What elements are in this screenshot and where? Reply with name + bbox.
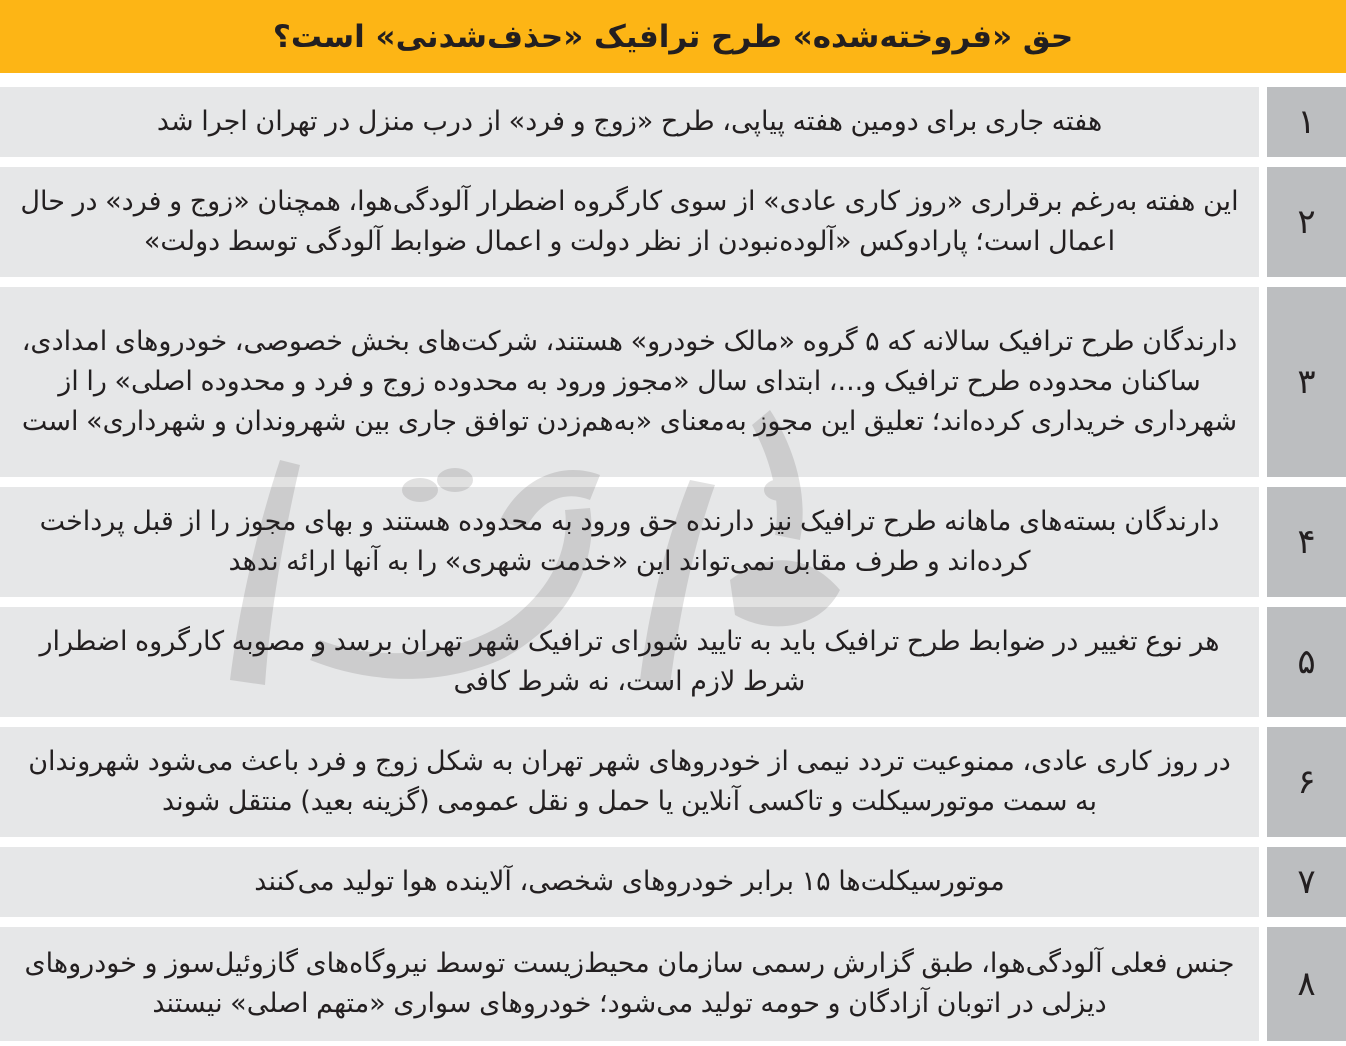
row-text: هر نوع تغییر در ضوابط طرح ترافیک باید به تایید شورای ترافیک شهر تهران برسد و مصوبه کارگروه اضطرار شرط لازم است، نه شرط کافی — [39, 626, 1220, 697]
row-number: ۸ — [1297, 964, 1316, 1004]
row-number-cell — [1267, 487, 1346, 597]
row-number: ۱ — [1297, 102, 1316, 142]
table-row — [0, 287, 1346, 477]
table-row — [0, 727, 1346, 837]
table-row — [0, 487, 1346, 597]
table-row — [0, 927, 1346, 1041]
row-number-cell — [1267, 847, 1346, 917]
row-number-cell — [1267, 927, 1346, 1041]
row-text: هفته جاری برای دومین هفته پیاپی، طرح «زوج و فرد» از درب منزل در تهران اجرا شد — [156, 106, 1103, 137]
table-row — [0, 87, 1346, 157]
row-number: ۴ — [1297, 522, 1316, 562]
facts-table — [0, 87, 1346, 1046]
row-number-cell — [1267, 607, 1346, 717]
row-text-cell — [0, 607, 1259, 717]
row-number: ۶ — [1297, 762, 1316, 802]
table-row — [0, 607, 1346, 717]
row-number: ۷ — [1297, 862, 1316, 902]
row-number: ۳ — [1297, 362, 1316, 402]
table-row — [0, 847, 1346, 917]
row-number: ۵ — [1297, 642, 1316, 682]
table-row — [0, 167, 1346, 277]
row-text: این هفته به‌رغم برقراری «روز کاری عادی» از سوی کارگروه اضطرار آلودگی‌هوا، همچنان «زوج و فرد» در حال اعمال است؛ پارادوکس «آلوده‌نبودن از نظر دولت و اعمال ضوابط آلودگی توسط دولت» — [20, 186, 1239, 257]
row-text-cell — [0, 167, 1259, 277]
row-text: دارندگان بسته‌های ماهانه طرح ترافیک نیز دارنده حق ورود به محدوده هستند و بهای مجوز را از قبل پرداخت کرده‌اند و طرف مقابل نمی‌تواند این «خدمت شهری» را به آنها ارائه ندهد — [39, 506, 1220, 577]
row-text-cell — [0, 287, 1259, 477]
row-number-cell — [1267, 727, 1346, 837]
row-number: ۲ — [1297, 202, 1316, 242]
row-text-cell — [0, 87, 1259, 157]
row-text-cell — [0, 847, 1259, 917]
row-text-cell — [0, 727, 1259, 837]
row-number-cell — [1267, 287, 1346, 477]
row-text: موتورسیکلت‌ها ۱۵ برابر خودروهای شخصی، آلاینده هوا تولید می‌کنند — [254, 866, 1005, 897]
row-number-cell — [1267, 87, 1346, 157]
row-number-cell — [1267, 167, 1346, 277]
row-text: دارندگان طرح ترافیک سالانه که ۵ گروه «مالک خودرو» هستند، شرکت‌های بخش خصوصی، خودروهای امدادی، ساکنان محدوده طرح ترافیک و...، ابتدای سال «مجوز ورود به محدوده زوج و فرد و محدوده اصلی» را از شهرداری خریداری کرده‌اند؛ تعلیق این مجوز به‌معنای «به‌هم‌زدن توافق جاری بین شهروندان و شهرداری» است — [21, 326, 1238, 437]
row-text: جنس فعلی آلودگی‌هوا، طبق گزارش رسمی سازمان محیط‌زیست توسط نیروگاه‌های گازوئیل‌سوز و خودروهای دیزلی در اتوبان آزادگان و حومه تولید می‌شود؛ خودروهای سواری «متهم اصلی» نیستند — [24, 948, 1235, 1019]
header-banner — [0, 0, 1346, 73]
row-text: در روز کاری عادی، ممنوعیت تردد نیمی از خودروهای شهر تهران به شکل زوج و فرد باعث می‌شود شهروندان به سمت موتورسیکلت و تاکسی آنلاین یا حمل و نقل عمومی (گزینه بعید) منتقل شوند — [28, 746, 1231, 817]
page-title: حق «فروخته‌شده» طرح ترافیک «حذف‌شدنی» است؟ — [272, 18, 1074, 55]
row-text-cell — [0, 487, 1259, 597]
row-text-cell — [0, 927, 1259, 1041]
